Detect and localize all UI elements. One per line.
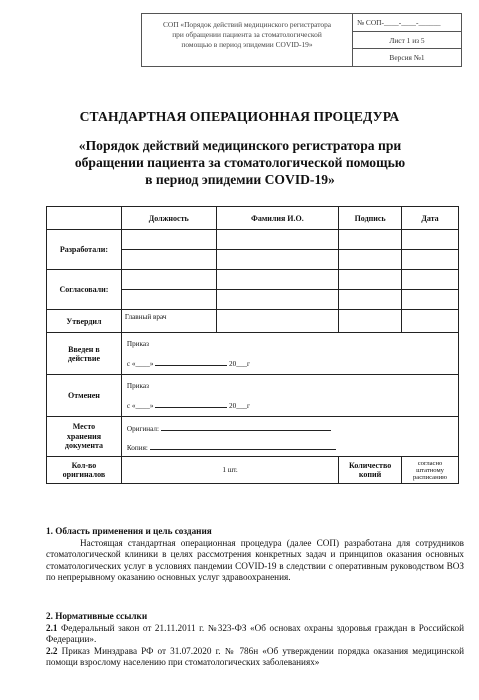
subtitle-line-1: «Порядок действий медицинского регистратора при (78, 138, 402, 153)
col-header-date: Дата (402, 207, 459, 230)
section-2-item-1 (46, 623, 464, 646)
row-storage-label (47, 417, 122, 457)
sop-header-meta (353, 14, 461, 66)
copies-count-line-1: Количество (348, 461, 392, 470)
original-line (127, 422, 455, 433)
cancelled-order-cell (121, 375, 458, 417)
version-number: Версия №1 (389, 53, 425, 63)
copies-value: 1 шт. (121, 457, 338, 484)
date-prefix: с «____» (126, 359, 154, 368)
introduced-order-cell (121, 333, 458, 375)
table-row (47, 375, 459, 417)
document-subtitle (40, 137, 440, 188)
section-2-heading: 2. Нормативные ссылки (46, 611, 148, 621)
copy-line (127, 441, 455, 452)
staffing-line-1: согласно штатному (416, 459, 444, 474)
sop-header-title (142, 14, 353, 66)
row-introduced-label (47, 333, 122, 375)
chief-doctor-cell: Главный врач (121, 310, 216, 333)
sop-header-line-3: помощью в период эпидемии COVID-19» (181, 40, 313, 49)
row-approved-label: Утвердил (47, 310, 122, 333)
row-agreed-label: Согласовали: (47, 270, 122, 310)
date-month-line (155, 357, 227, 366)
date-prefix: с «____» (126, 401, 154, 410)
item-2-text: Приказ Минздрава РФ от 31.07.2020 г. № 786н «Об утверждении порядка оказания медицинской помощи взрослому населению при стоматологических заболеваниях» (46, 645, 464, 667)
introduced-line-1: Введен в (68, 344, 100, 354)
storage-cell (121, 417, 458, 457)
document-title: СТАНДАРТНАЯ ОПЕРАЦИОННАЯ ПРОЦЕДУРА (79, 109, 400, 124)
order-label: Приказ (126, 381, 149, 390)
date-year: 20___г (229, 401, 250, 410)
table-header-row (47, 207, 459, 230)
original-underline (161, 422, 331, 431)
col-header-signature: Подпись (339, 207, 402, 230)
sop-header-line-1: СОП «Порядок действий медицинского регистратора (162, 20, 332, 29)
sheet-number: Лист 1 из 5 (353, 32, 461, 50)
copies-count-line-2: копий (358, 470, 382, 479)
storage-line-3: документа (64, 441, 103, 451)
row-cancelled-label: Отменен (47, 375, 122, 417)
table-row (47, 310, 459, 333)
table-row (47, 457, 459, 484)
staffing-cell (402, 457, 459, 484)
item-1-text: Федеральный закон от 21.11.2011 г. №323-ФЗ «Об основах охраны здоровья граждан в Российской Федерации». (46, 622, 464, 644)
item-2-number: 2.2 (46, 645, 58, 656)
table-row (47, 333, 459, 375)
copies-count-label (339, 457, 402, 484)
col-header-position: Должность (121, 207, 216, 230)
sop-header-box (141, 13, 462, 67)
original-label: Оригинал: (126, 424, 159, 433)
approval-table (46, 206, 459, 484)
table-row (47, 270, 459, 290)
col-header-name: Фамилия И.О. (216, 207, 339, 230)
table-corner-cell (47, 207, 122, 230)
staffing-line-2: расписанию (412, 473, 448, 481)
table-row (47, 417, 459, 457)
item-1-number: 2.1 (46, 622, 58, 633)
copy-label: Копия: (126, 443, 148, 452)
section-1-text: Настоящая стандартная операционная процедура (далее СОП) разработана для сотрудников стоматологической клиники в целях рассмотрения конкретных задач и принципов оказания основных стоматологических услуг в условиях пандемии COVID-19 в следствии с оперативным руководством ВОЗ по непрерывному оказанию основных услуг здравоохранения. (46, 537, 464, 582)
date-year: 20___г (229, 359, 250, 368)
section-1-heading: 1. Область применения и цель создания (46, 526, 212, 536)
section-2 (46, 611, 464, 669)
storage-line-2: хранения (66, 431, 102, 441)
sop-header-line-2: при обращении пациента за стоматологической (172, 30, 322, 39)
introduced-line-2: действие (67, 353, 101, 363)
row-copies-label (47, 457, 122, 484)
date-month-line (155, 399, 227, 408)
copies-line-1: Кол-во (71, 461, 97, 470)
copy-underline (150, 441, 336, 450)
storage-line-1: Место (72, 422, 96, 432)
section-2-item-2 (46, 646, 464, 669)
row-developed-label: Разработали: (47, 230, 122, 270)
date-template (127, 357, 455, 368)
date-template (127, 399, 455, 410)
subtitle-line-3: в период эпидемии COVID-19» (145, 172, 335, 187)
subtitle-line-2: обращении пациента за стоматологической помощью (74, 155, 406, 170)
section-1 (46, 526, 464, 584)
table-row (47, 230, 459, 250)
copies-line-2: оригиналов (62, 470, 106, 479)
order-label: Приказ (126, 339, 149, 348)
sop-number: № СОП-____-____-______ (353, 14, 461, 32)
